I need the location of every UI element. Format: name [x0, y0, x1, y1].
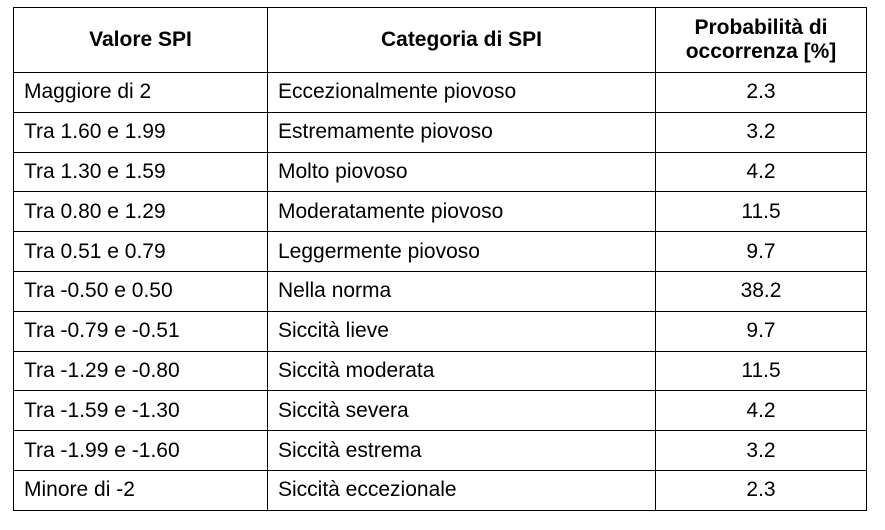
cell-valore-spi: Tra 1.60 e 1.99 [14, 112, 268, 152]
cell-probabilita: 2.3 [656, 73, 867, 113]
header-valore-spi: Valore SPI [14, 8, 268, 73]
cell-categoria: Siccità estrema [268, 431, 656, 471]
table-row [14, 431, 867, 471]
table-row [14, 470, 867, 510]
cell-categoria: Siccità eccezionale [268, 470, 656, 510]
cell-probabilita: 4.2 [656, 391, 867, 431]
cell-valore-spi: Tra -1.99 e -1.60 [14, 431, 268, 471]
cell-probabilita: 38.2 [656, 271, 867, 311]
cell-categoria: Nella norma [268, 271, 656, 311]
table-row [14, 271, 867, 311]
cell-probabilita: 11.5 [656, 351, 867, 391]
table-header [14, 8, 867, 73]
cell-categoria: Siccità lieve [268, 311, 656, 351]
cell-probabilita: 3.2 [656, 431, 867, 471]
cell-categoria: Molto piovoso [268, 152, 656, 192]
spi-table [13, 7, 867, 511]
header-row [14, 8, 867, 73]
header-probabilita [656, 8, 867, 73]
cell-categoria: Eccezionalmente piovoso [268, 73, 656, 113]
header-categoria-spi: Categoria di SPI [268, 8, 656, 73]
table-row [14, 351, 867, 391]
table-row [14, 311, 867, 351]
cell-valore-spi: Tra 1.30 e 1.59 [14, 152, 268, 192]
table-row [14, 192, 867, 232]
cell-valore-spi: Tra -1.29 e -0.80 [14, 351, 268, 391]
table-row [14, 152, 867, 192]
cell-probabilita: 3.2 [656, 112, 867, 152]
table-row [14, 232, 867, 272]
cell-categoria: Siccità moderata [268, 351, 656, 391]
cell-valore-spi: Tra -1.59 e -1.30 [14, 391, 268, 431]
table-row [14, 391, 867, 431]
cell-categoria: Moderatamente piovoso [268, 192, 656, 232]
table-row [14, 112, 867, 152]
cell-valore-spi: Tra -0.79 e -0.51 [14, 311, 268, 351]
cell-valore-spi: Tra -0.50 e 0.50 [14, 271, 268, 311]
cell-categoria: Estremamente piovoso [268, 112, 656, 152]
cell-categoria: Siccità severa [268, 391, 656, 431]
cell-valore-spi: Tra 0.51 e 0.79 [14, 232, 268, 272]
cell-probabilita: 9.7 [656, 232, 867, 272]
header-probabilita-line2: occorrenza [%] [685, 40, 837, 63]
cell-probabilita: 11.5 [656, 192, 867, 232]
cell-valore-spi: Minore di -2 [14, 470, 268, 510]
table-row [14, 73, 867, 113]
cell-categoria: Leggermente piovoso [268, 232, 656, 272]
cell-valore-spi: Tra 0.80 e 1.29 [14, 192, 268, 232]
header-probabilita-line1: Probabilità di [694, 16, 828, 39]
cell-probabilita: 4.2 [656, 152, 867, 192]
cell-probabilita: 9.7 [656, 311, 867, 351]
cell-probabilita: 2.3 [656, 470, 867, 510]
spi-table-container [13, 7, 867, 511]
cell-valore-spi: Maggiore di 2 [14, 73, 268, 113]
table-body [14, 73, 867, 511]
